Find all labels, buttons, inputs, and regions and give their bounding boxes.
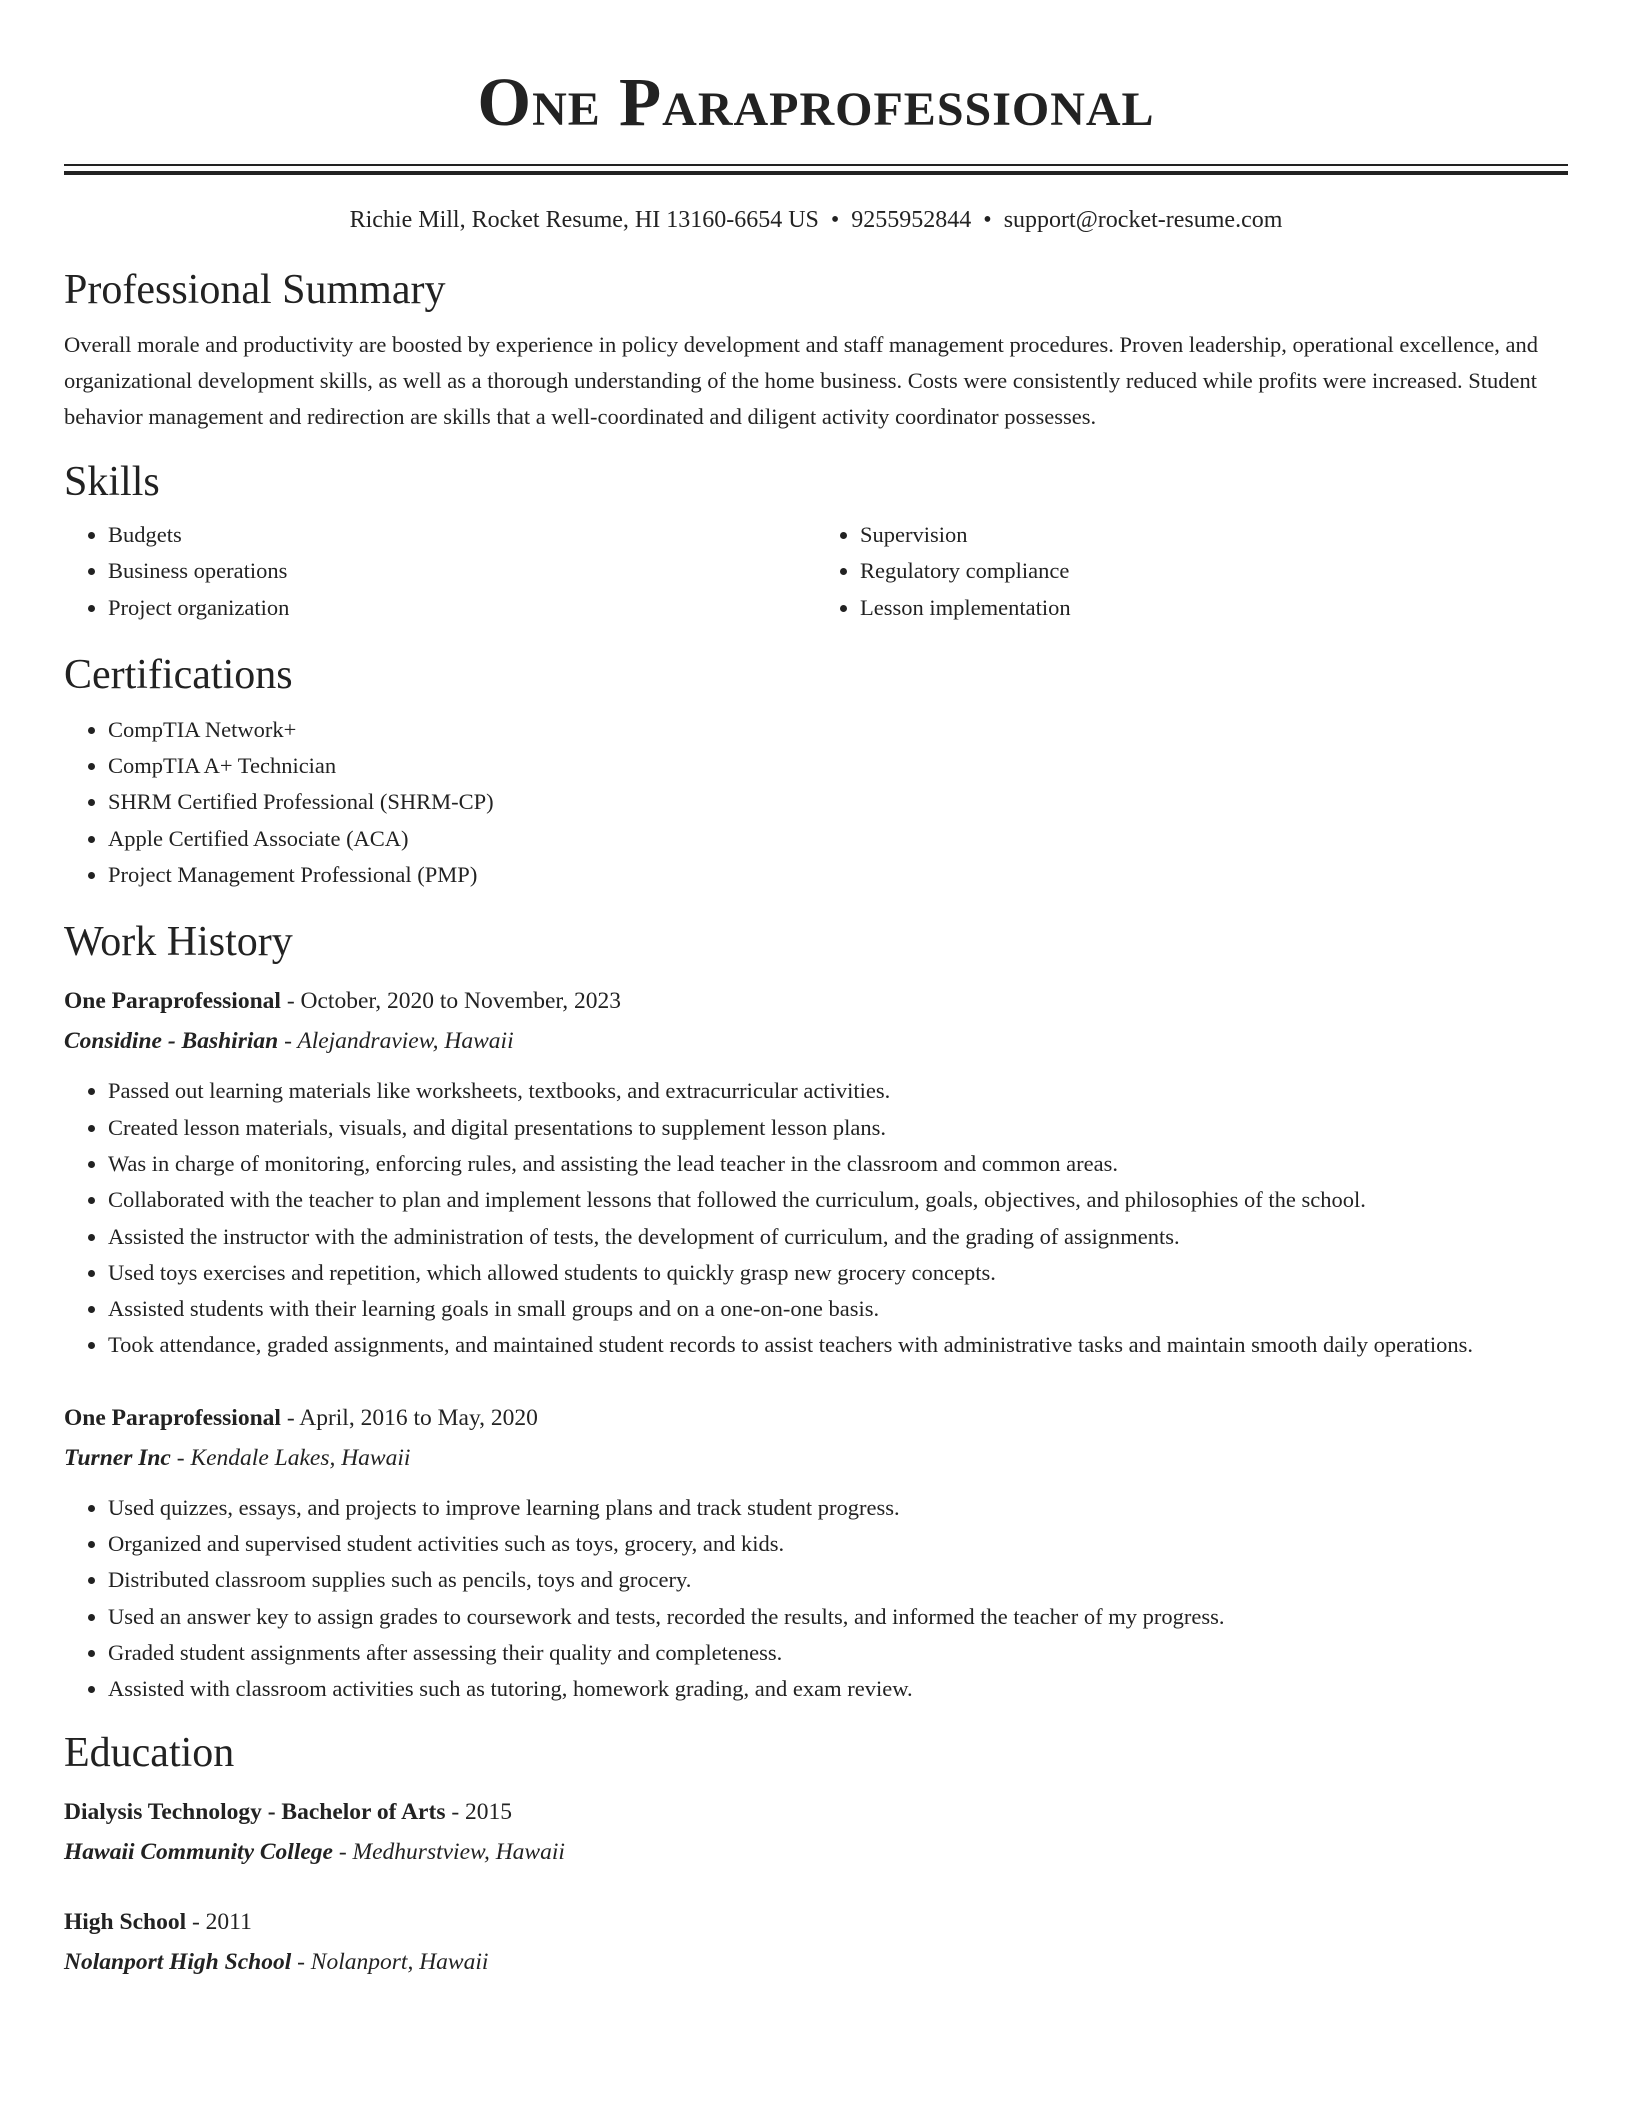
job-duty: • Assisted the instructor with the administration of tests, the development of curriculum, and the grading of assignments. (108, 1219, 1568, 1255)
school-name: Nolanport High School (64, 1948, 292, 1975)
certification-item: • SHRM Certified Professional (SHRM-CP) (108, 784, 1568, 820)
job-duty: • Organized and supervised student activities such as toys, grocery, and kids. (108, 1526, 1568, 1562)
education-entry (64, 1792, 1568, 1872)
job-title: One Paraprofessional (64, 988, 281, 1015)
job-company: Considine - Bashirian (64, 1028, 279, 1055)
skills-list-left (64, 517, 816, 626)
job-duties-list (64, 1490, 1568, 1708)
job-duty: • Collaborated with the teacher to plan and implement lessons that followed the curriculum, goals, objectives, and philosophies of the school. (108, 1182, 1568, 1218)
summary-text: Overall morale and productivity are boosted by experience in policy development and staff management procedures. Proven leadership, operational excellence, and organizational development skills, as well as a thorough understanding of the home business. Costs were consistently reduced while profits were increased. Student behavior management and redirection are skills that a well-coordinated and diligent activity coordinator possesses. (64, 332, 1539, 429)
job-duty: • Passed out learning materials like worksheets, textbooks, and extracurricular activities. (108, 1073, 1568, 1109)
certifications-list (64, 712, 1568, 893)
job-duty: • Created lesson materials, visuals, and digital presentations to supplement lesson plans. (108, 1110, 1568, 1146)
degree: High School (64, 1908, 187, 1935)
contact-separator: • (983, 207, 992, 233)
certification-item: • Apple Certified Associate (ACA) (108, 821, 1568, 857)
job-title-line (64, 981, 1568, 1021)
job-duty: • Used toys exercises and repetition, which allowed students to quickly grasp new grocery concepts. (108, 1255, 1568, 1291)
job-duty: • Was in charge of monitoring, enforcing rules, and assisting the lead teacher in the classroom and common areas. (108, 1146, 1568, 1182)
certification-item: • Project Management Professional (PMP) (108, 857, 1568, 893)
certification-item: • CompTIA Network+ (108, 712, 1568, 748)
school-name: Hawaii Community College (64, 1838, 333, 1865)
job-duty: • Assisted with classroom activities such as tutoring, homework grading, and exam review. (108, 1671, 1568, 1707)
summary-heading: Professional Summary (64, 267, 446, 313)
work-history-heading: Work History (64, 919, 293, 966)
skill-item: • Business operations (108, 553, 816, 589)
skill-item: • Supervision (860, 517, 1568, 553)
job-location: - Alejandraview, Hawaii (278, 1028, 514, 1055)
school-location: - Nolanport, Hawaii (291, 1948, 489, 1975)
job-entry (64, 981, 1568, 1363)
skill-item: • Lesson implementation (860, 590, 1568, 626)
degree-line (64, 1902, 1568, 1942)
graduation-year: - 2011 (186, 1908, 252, 1935)
skill-item: • Regulatory compliance (860, 553, 1568, 589)
school-line (64, 1942, 1568, 1982)
certification-item: • CompTIA A+ Technician (108, 748, 1568, 784)
job-dates: - April, 2016 to May, 2020 (280, 1404, 538, 1431)
job-duty: • Took attendance, graded assignments, and maintained student records to assist teachers with administrative tasks and maintain smooth daily operations. (108, 1327, 1568, 1363)
skill-item: • Budgets (108, 517, 816, 553)
school-location: - Medhurstview, Hawaii (332, 1838, 565, 1865)
job-duty: • Used an answer key to assign grades to coursework and tests, recorded the results, and informed the teacher of my progress. (108, 1599, 1568, 1635)
candidate-name: One Paraprofessional (477, 64, 1155, 140)
education-heading: Education (64, 1729, 235, 1776)
degree-line (64, 1792, 1568, 1832)
school-line (64, 1832, 1568, 1872)
job-location: - Kendale Lakes, Hawaii (170, 1444, 411, 1471)
job-duty: • Used quizzes, essays, and projects to improve learning plans and track student progress. (108, 1490, 1568, 1526)
job-company: Turner Inc (64, 1444, 171, 1471)
contact-email[interactable]: support@rocket-resume.com (1003, 207, 1283, 233)
certifications-heading: Certifications (64, 651, 293, 698)
skill-item: • Project organization (108, 590, 816, 626)
job-company-line (64, 1438, 1568, 1478)
contact-line (64, 205, 1568, 235)
header-divider (64, 164, 1568, 175)
contact-phone: 9255952844 (851, 207, 972, 233)
job-title-line (64, 1398, 1568, 1438)
contact-address: Richie Mill, Rocket Resume, HI 13160-6654 US (349, 207, 819, 233)
job-title: One Paraprofessional (64, 1404, 281, 1431)
education-entry (64, 1902, 1568, 1982)
contact-separator: • (830, 207, 840, 233)
graduation-year: - 2015 (445, 1798, 513, 1825)
degree: Dialysis Technology - Bachelor of Arts (64, 1798, 446, 1825)
skills-heading: Skills (64, 459, 160, 505)
job-duty: • Assisted students with their learning goals in small groups and on a one-on-one basis. (108, 1291, 1568, 1327)
job-duty: • Graded student assignments after assessing their quality and completeness. (108, 1635, 1568, 1671)
job-company-line (64, 1021, 1568, 1061)
job-duties-list (64, 1073, 1568, 1363)
skills-grid (64, 517, 1568, 626)
skills-list-right (816, 517, 1568, 626)
job-duty: • Distributed classroom supplies such as pencils, toys and grocery. (108, 1562, 1568, 1598)
job-dates: - October, 2020 to November, 2023 (280, 988, 622, 1015)
job-entry (64, 1398, 1568, 1708)
